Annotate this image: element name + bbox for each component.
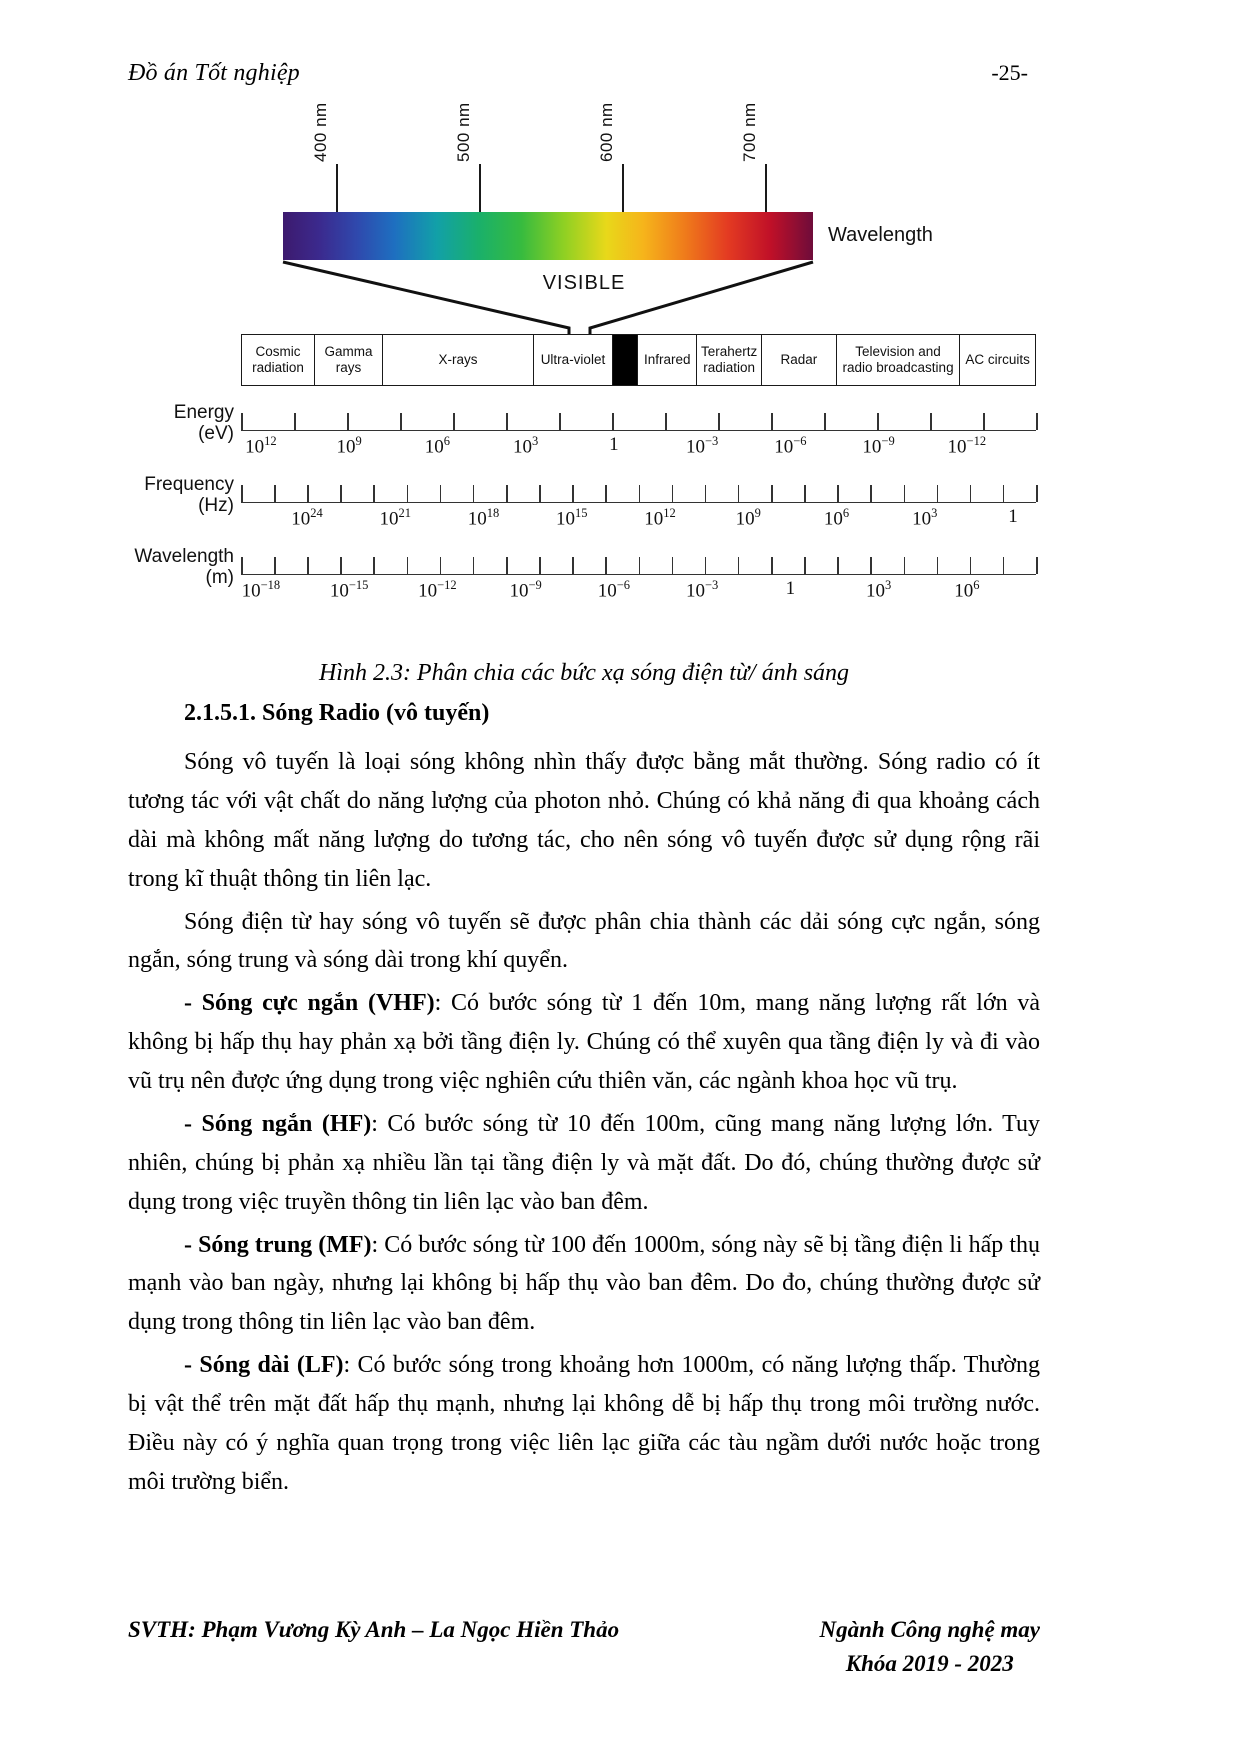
axis-tick-labels [241, 434, 1036, 462]
axis-tick-label: $10^{15}$ [555, 506, 588, 530]
axis-tick [837, 557, 839, 574]
visible-spectrum-gradient-bar [283, 212, 813, 260]
spectrum-band [837, 335, 961, 385]
axis-tick [347, 413, 349, 430]
spectrum-band [960, 335, 1035, 385]
axis-tick [665, 413, 667, 430]
axis-tick [241, 557, 243, 574]
axis-tick-label: $10^3$ [912, 506, 938, 530]
axis-tick-label: $10^{-12}$ [418, 578, 457, 602]
axis-tick [771, 557, 773, 574]
spectrum-band-label: Television and radio broadcasting [842, 344, 954, 375]
axis-tick [904, 557, 906, 574]
axis-tick [870, 557, 872, 574]
axis-tick-label: $10^{-15}$ [329, 578, 369, 602]
axis-tick [804, 485, 806, 502]
axis-ruler [241, 476, 1036, 503]
axis-tick [804, 557, 806, 574]
axis-tick [274, 485, 276, 502]
axis-tick [440, 557, 442, 574]
axis-tick-label: $10^{-6}$ [597, 578, 630, 602]
bullet-description: : Có bước sóng từ 1 đến 10m, mang năng lượng rất lớn và không bị hấp thụ hay phản xạ bởi tầng điện ly. Chúng có thể xuyên qua tầng điện ly và đi vào vũ trụ nên được ứng dụng trong việc nghiên cứu thiên văn, các ngành khoa học vũ trụ. [128, 990, 1041, 1094]
bullet-description: : Có bước sóng từ 100 đến 1000m, sóng này sẽ bị tầng điện li hấp thụ mạnh vào ban ngày, nhưng lại không bị hấp thụ vào ban đêm. Do đo, chúng thường được sử dụng trong thông tin liên lạc vào ban đêm. [128, 1231, 1041, 1336]
axis-tick [473, 485, 475, 502]
axis-tick-label: $10^3$ [512, 434, 539, 458]
nm-tick-mark [479, 164, 481, 212]
axis-tick [373, 485, 375, 502]
axis-tick [340, 485, 342, 502]
axis-tick [1036, 413, 1038, 430]
axis-tick-label: $10^9$ [735, 506, 761, 530]
spectrum-band-label: Terahertz radiation [701, 344, 758, 375]
spectrum-band [383, 335, 534, 385]
body-text [128, 700, 1040, 1506]
spectrum-band-label: Cosmic radiation [252, 344, 304, 375]
bullet-term: - Sóng dài (LF) [184, 1352, 344, 1379]
axis-tick [307, 557, 309, 574]
body-bullet-paragraph [128, 984, 1040, 1101]
spectrum-band [315, 335, 383, 385]
body-paragraph: Sóng điện từ hay sóng vô tuyến sẽ được phân chia thành các dải sóng cực ngắn, sóng ngắn, sóng trung và sóng dài trong khí quyển. [128, 908, 1040, 974]
nm-tick-label: 400 nm [311, 102, 330, 162]
axis-tick-label: $10^{12}$ [644, 506, 676, 530]
spectrum-band-visible [613, 335, 638, 385]
bullet-term: - Sóng trung (MF) [184, 1231, 372, 1258]
footer-program-line2: Khóa 2019 - 2023 [845, 1650, 1014, 1676]
axis-title-frequency [128, 474, 234, 517]
bullet-description: : Có bước sóng trong khoảng hơn 1000m, có năng lượng thấp. Thường bị vật thể trên mặt đất hấp thụ mạnh, nhưng lại không dễ bị hấp thụ trong môi trường nước. Điều này có ý nghĩa quan trọng trong việc liên lạc giữa các tàu ngầm dưới nước hoặc trong môi trường biển. [128, 1352, 1040, 1495]
figure-caption: Hình 2.3: Phân chia các bức xạ sóng điện từ/ ánh sáng [318, 660, 850, 686]
axis-tick [705, 485, 707, 502]
spectrum-band-label: AC circuits [965, 352, 1030, 368]
axis-tick-label: $10^{12}$ [245, 434, 277, 458]
axis-tick [539, 557, 541, 574]
axis-tick-label: $10^3$ [865, 578, 892, 602]
spectrum-band-label: Radar [780, 352, 818, 368]
axis-tick [453, 413, 455, 430]
axis-tick [718, 413, 720, 430]
spectrum-band-table [241, 334, 1036, 386]
footer-program-line1: Ngành Công nghệ may [819, 1617, 1040, 1643]
axis-tick [473, 557, 475, 574]
axis-tick-label: $10^6$ [954, 578, 980, 602]
axis-tick [705, 557, 707, 574]
spectrum-band-label: Infrared [644, 352, 691, 368]
axis-tick [605, 557, 607, 574]
axis-tick [837, 485, 839, 502]
axis-tick [539, 485, 541, 502]
axis-tick [970, 557, 972, 574]
axis-tick [1003, 557, 1005, 574]
axis-row-wavelength [128, 542, 1040, 614]
nm-tick-mark [765, 164, 767, 212]
nm-tick-mark [336, 164, 338, 212]
axis-tick-label: $10^9$ [336, 434, 362, 458]
axis-tick [983, 413, 985, 430]
axis-tick [738, 485, 740, 502]
body-paragraph: Sóng vô tuyến là loại sóng không nhìn thấy được bằng mắt thường. Sóng radio có ít tương tác với vật chất do năng lượng của photon nhỏ. Chúng có khả năng đi qua khoảng cách dài mà không mất năng lượng do tương tác, cho nên sóng vô tuyến được sử dụng rộng rãi trong kĩ thuật thông tin liên lạc. [128, 749, 1040, 892]
body-bullet-paragraph [128, 1226, 1040, 1343]
axis-tick [639, 485, 641, 502]
wavelength-axis-caption: Wavelength [828, 224, 933, 246]
body-bullet-paragraph [128, 1105, 1040, 1222]
axis-tick [930, 413, 932, 430]
nm-tick-label: 500 nm [454, 102, 474, 162]
axis-tick-label: $10^{21}$ [379, 506, 411, 530]
axis-tick-label: 1 [609, 434, 619, 455]
axis-tick-label: $10^{-18}$ [241, 578, 281, 602]
figure-electromagnetic-spectrum [128, 102, 1040, 686]
footer-program [820, 1613, 1040, 1680]
axis-tick-label: $10^6$ [424, 434, 450, 458]
axis-ruler [241, 404, 1036, 431]
axis-title-wavelength [128, 546, 234, 589]
axis-tick-label: $10^{24}$ [291, 506, 323, 530]
axis-tick [440, 485, 442, 502]
spectrum-axes [128, 398, 1040, 614]
spectrum-band-label: Gamma rays [324, 344, 373, 375]
axis-tick [407, 485, 409, 502]
visible-label: VISIBLE [542, 272, 626, 294]
axis-title-line2: (eV) [198, 423, 234, 445]
bullet-term: - Sóng cực ngắn (VHF) [184, 990, 435, 1017]
axis-tick [506, 557, 508, 574]
axis-tick-label: 1 [1008, 506, 1018, 527]
axis-tick [824, 413, 826, 430]
axis-title-line1: Frequency [144, 474, 234, 495]
section-subheading: 2.1.5.1. Sóng Radio (vô tuyến) [184, 700, 490, 726]
axis-tick [771, 485, 773, 502]
axis-tick-label: $10^{-12}$ [947, 434, 987, 458]
axis-tick-label: 1 [785, 578, 796, 599]
axis-tick [340, 557, 342, 574]
body-bullet-paragraph [128, 1346, 1040, 1502]
footer-authors: SVTH: Phạm Vương Kỳ Anh – La Ngọc Hiền Thảo [128, 1617, 620, 1643]
spectrum-band [242, 335, 315, 385]
axis-tick [672, 485, 674, 502]
axis-tick-label: $10^{-6}$ [774, 434, 807, 458]
axis-tick [870, 485, 872, 502]
axis-tick [738, 557, 740, 574]
axis-tick [612, 413, 614, 430]
axis-tick [241, 485, 243, 502]
axis-tick [572, 485, 574, 502]
nm-tick-label: 700 nm [740, 102, 760, 162]
axis-tick [937, 485, 939, 502]
axis-tick [970, 485, 972, 502]
axis-tick [274, 557, 276, 574]
spectrum-band [638, 335, 697, 385]
axis-tick-labels [241, 578, 1036, 606]
spectrum-band [534, 335, 613, 385]
axis-tick [407, 557, 409, 574]
spectrum-band-label: Ultra-violet [540, 352, 606, 368]
axis-ruler [241, 548, 1036, 575]
spectrum-band-label: X-rays [438, 352, 478, 368]
header-document-title: Đồ án Tốt nghiệp [128, 60, 300, 86]
header-page-number: -25- [991, 60, 1028, 85]
axis-tick [307, 485, 309, 502]
axis-tick-label: $10^{-3}$ [685, 578, 719, 602]
visible-spectrum-tick-labels [128, 102, 1040, 212]
figure-graphic [128, 102, 1040, 602]
axis-row-energy [128, 398, 1040, 470]
axis-tick [1036, 485, 1038, 502]
axis-title-line2: (m) [205, 567, 234, 589]
axis-title-energy [128, 402, 234, 445]
axis-tick [904, 485, 906, 502]
axis-tick [1036, 557, 1038, 574]
axis-tick [605, 485, 607, 502]
axis-tick [559, 413, 561, 430]
axis-tick-label: $10^{-9}$ [509, 578, 542, 602]
axis-tick-label: $10^{-3}$ [685, 434, 719, 458]
axis-tick [506, 485, 508, 502]
page-header [128, 60, 1028, 87]
bullet-term: - Sóng ngắn (HF) [184, 1110, 372, 1137]
axis-title-line2: (Hz) [198, 495, 234, 517]
axis-title-line1: Energy [173, 402, 234, 423]
axis-tick-label: $10^{18}$ [467, 506, 500, 530]
bullet-description: : Có bước sóng từ 10 đến 100m, cũng mang năng lượng lớn. Tuy nhiên, chúng bị phản xạ nhiều lần tại tầng điện ly và mặt đất. Do đó, chúng thường được sử dụng trong việc truyền thông tin liên lạc vào ban đêm. [128, 1110, 1040, 1215]
axis-tick-label: $10^6$ [823, 506, 850, 530]
axis-tick [294, 413, 296, 430]
axis-tick [241, 413, 243, 430]
axis-tick [639, 557, 641, 574]
axis-tick [572, 557, 574, 574]
axis-tick [400, 413, 402, 430]
spectrum-band [697, 335, 762, 385]
axis-tick [771, 413, 773, 430]
axis-tick-labels [241, 506, 1036, 534]
nm-tick-mark [622, 164, 624, 212]
axis-tick [937, 557, 939, 574]
page-footer [128, 1613, 1040, 1680]
axis-tick [877, 413, 879, 430]
axis-tick [1003, 485, 1005, 502]
axis-title-line1: Wavelength [134, 546, 234, 567]
axis-tick [506, 413, 508, 430]
nm-tick-label: 600 nm [597, 102, 617, 162]
axis-row-frequency [128, 470, 1040, 542]
spectrum-band [762, 335, 837, 385]
axis-tick [373, 557, 375, 574]
axis-tick-label: $10^{-9}$ [862, 434, 895, 458]
axis-tick [672, 557, 674, 574]
